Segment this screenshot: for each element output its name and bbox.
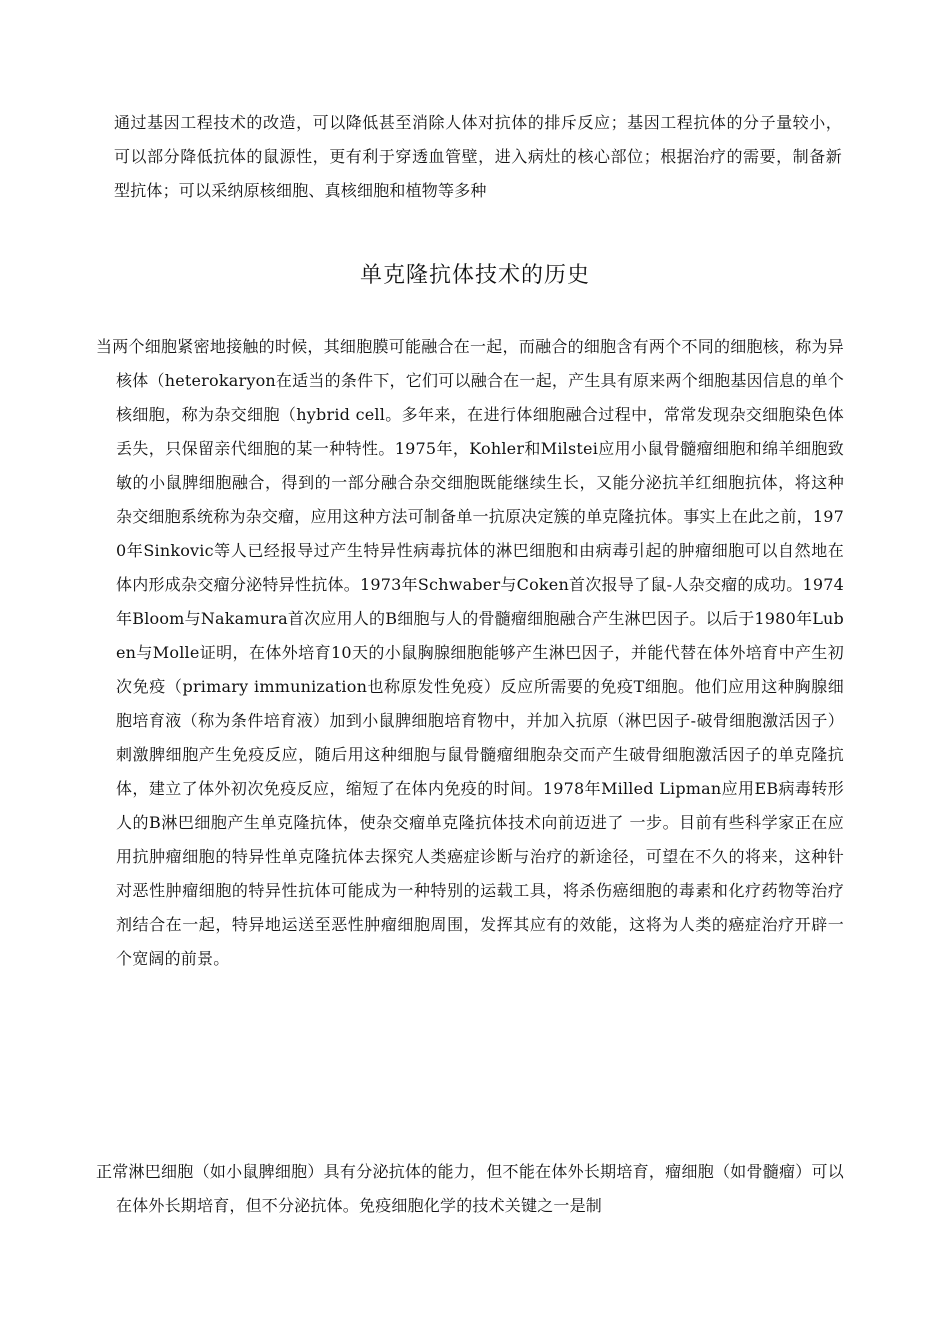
paragraph-lymphocyte: 正常淋巴细胞（如小鼠脾细胞）具有分泌抗体的能力，但不能在体外长期培育，瘤细胞（如骨髓瘤）可以在体外长期培育，但不分泌抗体。免疫细胞化学的技术关键之一是制 [96,1162,844,1215]
paragraph-history: 当两个细胞紧密地接触的时候，其细胞膜可能融合在一起，而融合的细胞含有两个不同的细胞核，称为异核体（heterokaryon在适当的条件下，它们可以融合在一起，产生具有原来两个细胞基因信息的单个核细胞，称为杂交细胞（hybrid cell。多年来，在进行体细胞融合过程中，常常发现杂交细胞染色体丢失，只保留亲代细胞的某一种特性。1975年，Kohler和Milstei应用小鼠骨髓瘤细胞和绵羊细胞致敏的小鼠脾细胞融合，得到的一部分融合杂交细胞既能继续生长，又能分泌抗羊红细胞抗体，将这种杂交细胞系统称为杂交瘤，应用这种方法可制备单一抗原决定簇的单克隆抗体。事实上在此之前，1970年Sinkovic等人已经报导过产生特异性病毒抗体的淋巴细胞和由病毒引起的肿瘤细胞可以自然地在体内形成杂交瘤分泌特异性抗体。1973年Schwaber与Coken首次报导了鼠-人杂交瘤的成功。1974年Bloom与Nakamura首次应用人的B细胞与人的骨髓瘤细胞融合产生淋巴因子。以后于1980年Luben与Molle证明，在体外培育10天的小鼠胸腺细胞能够产生淋巴因子，并能代替在体外培育中产生初次免疫（primary immunization也称原发性免疫）反应所需要的免疫T细胞。他们应用这种胸腺细胞培育液（称为条件培育液）加到小鼠脾细胞培育物中，并加入抗原（淋巴因子-破骨细胞激活因子）刺激脾细胞产生免疫反应，随后用这种细胞与鼠骨髓瘤细胞杂交而产生破骨细胞激活因子的单克隆抗体，建立了体外初次免疫反应，缩短了在体内免疫的时间。1978年Milled Lipman应用EB病毒转形人的B淋巴细胞产生单克隆抗体，使杂交瘤单克隆抗体技术向前迈进了 一步。目前有些科学家正在应用抗肿瘤细胞的特异性单克隆抗体去探究人类癌症诊断与治疗的新途径，可望在不久的将来，这种针对恶性肿瘤细胞的特异性抗体可能成为一种特别的运载工具，将杀伤癌细胞的毒素和化疗药物等治疗剂结合在一起，特异地运送至恶性肿瘤细胞周围，发挥其应有的效能，这将为人类的癌症治疗开辟一个宽阔的前景。 [96,337,844,968]
paragraph-genetic-engineering: 通过基因工程技术的改造，可以降低甚至消除人体对抗体的排斥反应；基因工程抗体的分子量较小，可以部分降低抗体的鼠源性，更有利于穿透血管壁，进入病灶的核心部位；根据治疗的需要，制备新型抗体；可以采纳原核细胞、真核细胞和植物等多种 [114,113,842,200]
section-title: 单克隆抗体技术的历史 [359,263,590,288]
